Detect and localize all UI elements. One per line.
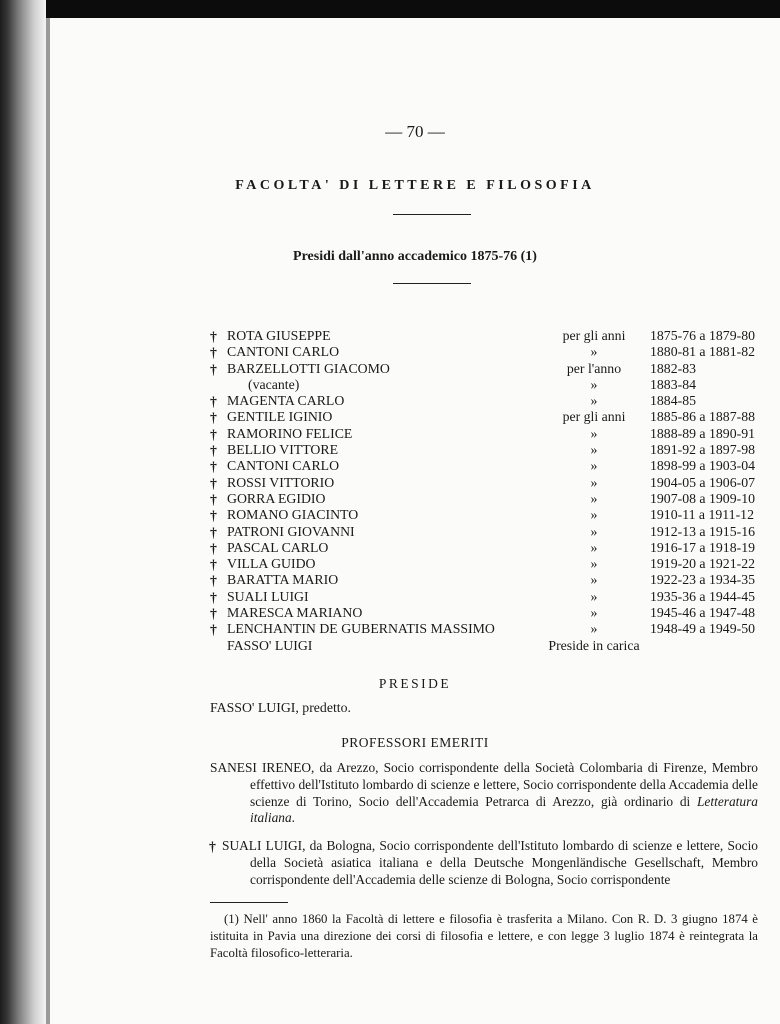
dean-row	[210, 409, 770, 425]
title-divider	[393, 214, 471, 215]
deceased-cross-icon: †	[210, 361, 217, 377]
emeritus-subject: Letteratura italiana	[250, 793, 758, 826]
dean-name: ROMANO GIACINTO	[227, 507, 359, 523]
deceased-cross-icon: †	[210, 475, 217, 491]
faculty-title: FACOLTA' DI LETTERE E FILOSOFIA	[235, 178, 595, 193]
dean-period: »	[590, 376, 598, 392]
deceased-cross-icon: †	[210, 524, 217, 540]
dean-period: »	[590, 458, 598, 474]
dean-row	[210, 572, 770, 588]
deceased-cross-icon: †	[210, 557, 217, 573]
footnote-rule	[210, 902, 288, 903]
dean-row	[210, 491, 770, 507]
deceased-cross-icon: †	[210, 589, 217, 605]
dean-row	[210, 361, 770, 377]
dean-years: 1935-36 a 1944-45	[650, 588, 755, 604]
dean-period: per gli anni	[562, 328, 626, 343]
dean-name: GORRA EGIDIO	[227, 490, 326, 506]
dean-period: »	[590, 523, 598, 539]
dean-years: 1904-05 a 1906-07	[650, 474, 755, 490]
dean-name: LENCHANTIN DE GUBERNATIS MASSIMO	[227, 621, 495, 637]
dean-years: 1882-83	[650, 360, 696, 376]
dean-row	[210, 605, 770, 621]
dean-row	[210, 328, 770, 344]
dean-name: BARZELLOTTI GIACOMO	[227, 360, 390, 376]
dean-row	[210, 475, 770, 491]
presidi-divider	[393, 283, 471, 284]
dean-period: »	[590, 572, 598, 588]
dean-years: 1880-81 a 1881-82	[650, 344, 755, 360]
emeritus-entry-suali	[210, 838, 758, 888]
deceased-cross-icon: †	[210, 540, 217, 556]
deceased-cross-icon: †	[210, 622, 217, 638]
emeritus-entry-text: SANESI IRENEO, da Arezzo, Socio corrispondente della Società Colombaria di Firenze, Membro effettivo dell'Istituto lombardo di scienze e lettere, Socio corrispondente della Accademia delle scienze di Torino, Socio dell'Accademia Petrarca di Arezzo, già ordinario di Letteratura italiana.	[210, 760, 758, 826]
dean-years: 1907-08 a 1909-10	[650, 490, 755, 506]
dean-name: (vacante)	[248, 376, 300, 392]
dean-name: SUALI LUIGI	[227, 588, 309, 604]
deceased-cross-icon: †	[210, 426, 217, 442]
dean-years: 1884-85	[650, 393, 696, 409]
dean-name: ROTA GIUSEPPE	[227, 328, 331, 343]
dean-row	[210, 621, 770, 637]
presidi-heading: Presidi dall'anno accademico 1875-76 (1)	[293, 249, 537, 264]
scan-binding-shadow	[0, 0, 46, 1024]
emeritus-entry-text: SUALI LUIGI, da Bologna, Socio corrispondente dell'Istituto lombardo di scienze e lettere, Socio della Società asiatica italiana e della Deutsche Mongenländische Gesellschaft, Membro corrispondente dell'Accademia delle scienze di Bologna, Socio corrispondente	[222, 838, 758, 887]
deceased-cross-icon: †	[210, 606, 217, 622]
dean-name: CANTONI CARLO	[227, 344, 340, 360]
deceased-cross-icon: †	[210, 491, 217, 507]
dean-years: 1945-46 a 1947-48	[650, 605, 755, 621]
dean-row	[210, 589, 770, 605]
dean-period: »	[590, 539, 598, 555]
scan-top-border	[0, 0, 780, 18]
dean-period: »	[590, 393, 598, 409]
dean-name: BELLIO VITTORE	[227, 442, 339, 458]
dean-years: 1898-99 a 1903-04	[650, 458, 755, 474]
preside-name: FASSO' LUIGI, predetto.	[210, 700, 351, 715]
deceased-cross-icon: †	[210, 410, 217, 426]
deceased-cross-icon: †	[210, 508, 217, 524]
dean-period: »	[590, 507, 598, 523]
emeriti-heading: PROFESSORI EMERITI	[341, 735, 489, 750]
dean-years: 1922-23 a 1934-35	[650, 572, 755, 588]
deceased-cross-icon: †	[210, 573, 217, 589]
dean-name: VILLA GUIDO	[227, 556, 316, 572]
preside-heading: PRESIDE	[378, 676, 452, 691]
emeritus-entry-sanesi	[210, 760, 758, 827]
dean-row	[210, 442, 770, 458]
dean-row	[210, 540, 770, 556]
dean-period: »	[590, 556, 598, 572]
dean-years: 1910-11 a 1911-12	[650, 507, 754, 523]
dean-years: 1885-86 a 1887-88	[650, 409, 755, 425]
dean-period: per l'anno	[566, 360, 622, 376]
dean-name: PASCAL CARLO	[227, 539, 329, 555]
dean-years: 1883-84	[650, 376, 696, 392]
dean-years: 1916-17 a 1918-19	[650, 539, 755, 555]
dean-name: CANTONI CARLO	[227, 458, 340, 474]
dean-years: 1912-13 a 1915-16	[650, 523, 755, 539]
dean-name: GENTILE IGINIO	[227, 409, 333, 425]
dean-period: »	[590, 442, 598, 458]
dean-name: BARATTA MARIO	[227, 572, 339, 588]
dean-name: PATRONI GIOVANNI	[227, 523, 355, 539]
dean-period: per gli anni	[562, 409, 626, 425]
dean-row	[210, 638, 770, 654]
dean-name: ROSSI VITTORIO	[227, 474, 335, 490]
deans-list	[210, 328, 770, 654]
dean-row	[210, 524, 770, 540]
dean-row	[210, 458, 770, 474]
dean-name: MAGENTA CARLO	[227, 393, 345, 409]
deceased-cross-icon: †	[210, 345, 217, 361]
dean-name: RAMORINO FELICE	[227, 425, 353, 441]
dean-row	[210, 377, 770, 393]
dean-period: Preside in carica	[548, 637, 640, 653]
deceased-cross-icon: †	[210, 394, 217, 410]
deceased-cross-icon: †	[210, 329, 217, 344]
document-page	[50, 18, 780, 1024]
dean-years: 1875-76 a 1879-80	[650, 328, 755, 343]
dean-row	[210, 507, 770, 523]
dean-row	[210, 344, 770, 360]
page-number: — 70 —	[385, 122, 445, 141]
footnote	[210, 911, 758, 962]
dean-row	[210, 556, 770, 572]
dean-row	[210, 393, 770, 409]
dean-period: »	[590, 490, 598, 506]
dean-period: »	[590, 621, 598, 637]
footnote-text: (1) Nell' anno 1860 la Facoltà di lettere e filosofia è trasferita a Milano. Con R. D. 3 giugno 1874 è istituita in Pavia una direzione dei corsi di filosofia e lettere, e con legge 3 luglio 1874 è reintegrata la Facoltà filosofico-letteraria.	[210, 912, 758, 960]
dean-period: »	[590, 474, 598, 490]
dean-period: »	[590, 425, 598, 441]
deceased-cross-icon: †	[210, 459, 217, 475]
dean-name: FASSO' LUIGI	[227, 637, 313, 653]
dean-years: 1948-49 a 1949-50	[650, 621, 755, 637]
dean-row	[210, 426, 770, 442]
dean-period: »	[590, 344, 598, 360]
dean-years: 1891-92 a 1897-98	[650, 442, 755, 458]
dean-years: 1888-89 a 1890-91	[650, 425, 755, 441]
dean-name: MARESCA MARIANO	[227, 605, 363, 621]
deceased-cross-icon: †	[210, 443, 217, 459]
dean-years: 1919-20 a 1921-22	[650, 556, 755, 572]
dean-period: »	[590, 605, 598, 621]
dean-period: »	[590, 588, 598, 604]
deceased-cross-icon: †	[209, 839, 216, 854]
